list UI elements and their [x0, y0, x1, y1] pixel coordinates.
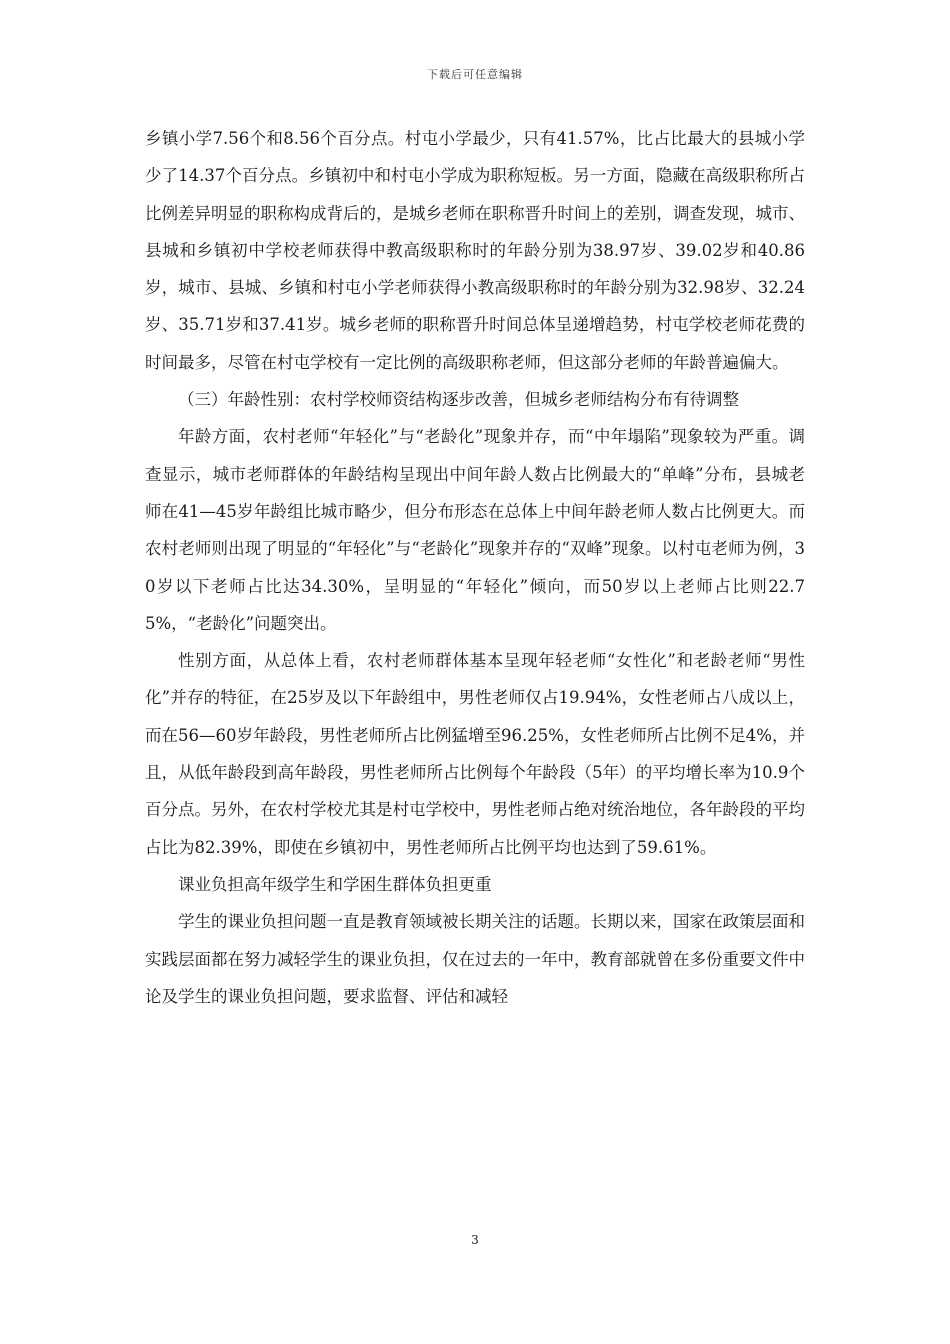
- page-number: 3: [471, 1233, 479, 1247]
- section-heading-homework-burden: 课业负担高年级学生和学困生群体负担更重: [178, 874, 492, 894]
- paragraph-gender-structure: 性别方面，从总体上看，农村老师群体基本呈现年轻老师“女性化”和老龄老师“男性化”并存的特征，在25岁及以下年龄组中，男性老师仅占19.94%，女性老师占八成以上，而在56—60岁年龄段，男性老师所占比例猛增至96.25%，女性老师所占比例不足4%，并且，从低年龄段到高年龄段，男性老师所占比例每个年龄段（5年）的平均增长率为10.9个百分点。另外，在农村学校尤其是村屯学校中，男性老师占绝对统治地位，各年龄段的平均占比为82.39%，即使在乡镇初中，男性老师所占比例平均也达到了59.61%。: [145, 651, 805, 857]
- paragraph-professional-title-age: 乡镇小学7.56个和8.56个百分点。村屯小学最少，只有41.57%，比占比最大的县城小学少了14.37个百分点。乡镇初中和村屯小学成为职称短板。另一方面，隐藏在高级职称所占比例差异明显的职称构成背后的，是城乡老师在职称晋升时间上的差别，调查发现，城市、县城和乡镇初中学校老师获得中教高级职称时的年龄分别为38.97岁、39.02岁和40.86岁，城市、县城、乡镇和村屯小学老师获得小教高级职称时的年龄分别为32.98岁、32.24岁、35.71岁和37.41岁。城乡老师的职称晋升时间总体呈递增趋势，村屯学校老师花费的时间最多，尽管在村屯学校有一定比例的高级职称老师，但这部分老师的年龄普遍偏大。: [145, 129, 805, 372]
- paragraph-homework-burden: 学生的课业负担问题一直是教育领域被长期关注的话题。长期以来，国家在政策层面和实践层面都在努力减轻学生的课业负担，仅在过去的一年中，教育部就曾在多份重要文件中论及学生的课业负担问题，要求监督、评估和减轻: [145, 912, 805, 1006]
- section-heading-age-gender: （三）年龄性别：农村学校师资结构逐步改善，但城乡老师结构分布有待调整: [178, 390, 739, 410]
- document-body: [145, 120, 805, 1015]
- paragraph-age-structure: 年龄方面，农村老师“年轻化”与“老龄化”现象并存，而“中年塌陷”现象较为严重。调查显示，城市老师群体的年龄结构呈现出中间年龄人数占比例最大的“单峰”分布，县城老师在41—45岁年龄组比城市略少，但分布形态在总体上中间年龄老师人数占比例更大。而农村老师则出现了明显的“年轻化”与“老龄化”现象并存的“双峰”现象。以村屯老师为例，30岁以下老师占比达34.30%，呈明显的“年轻化”倾向，而50岁以上老师占比则22.75%，“老龄化”问题突出。: [145, 427, 805, 633]
- page-header: 下载后可任意编辑: [427, 68, 523, 81]
